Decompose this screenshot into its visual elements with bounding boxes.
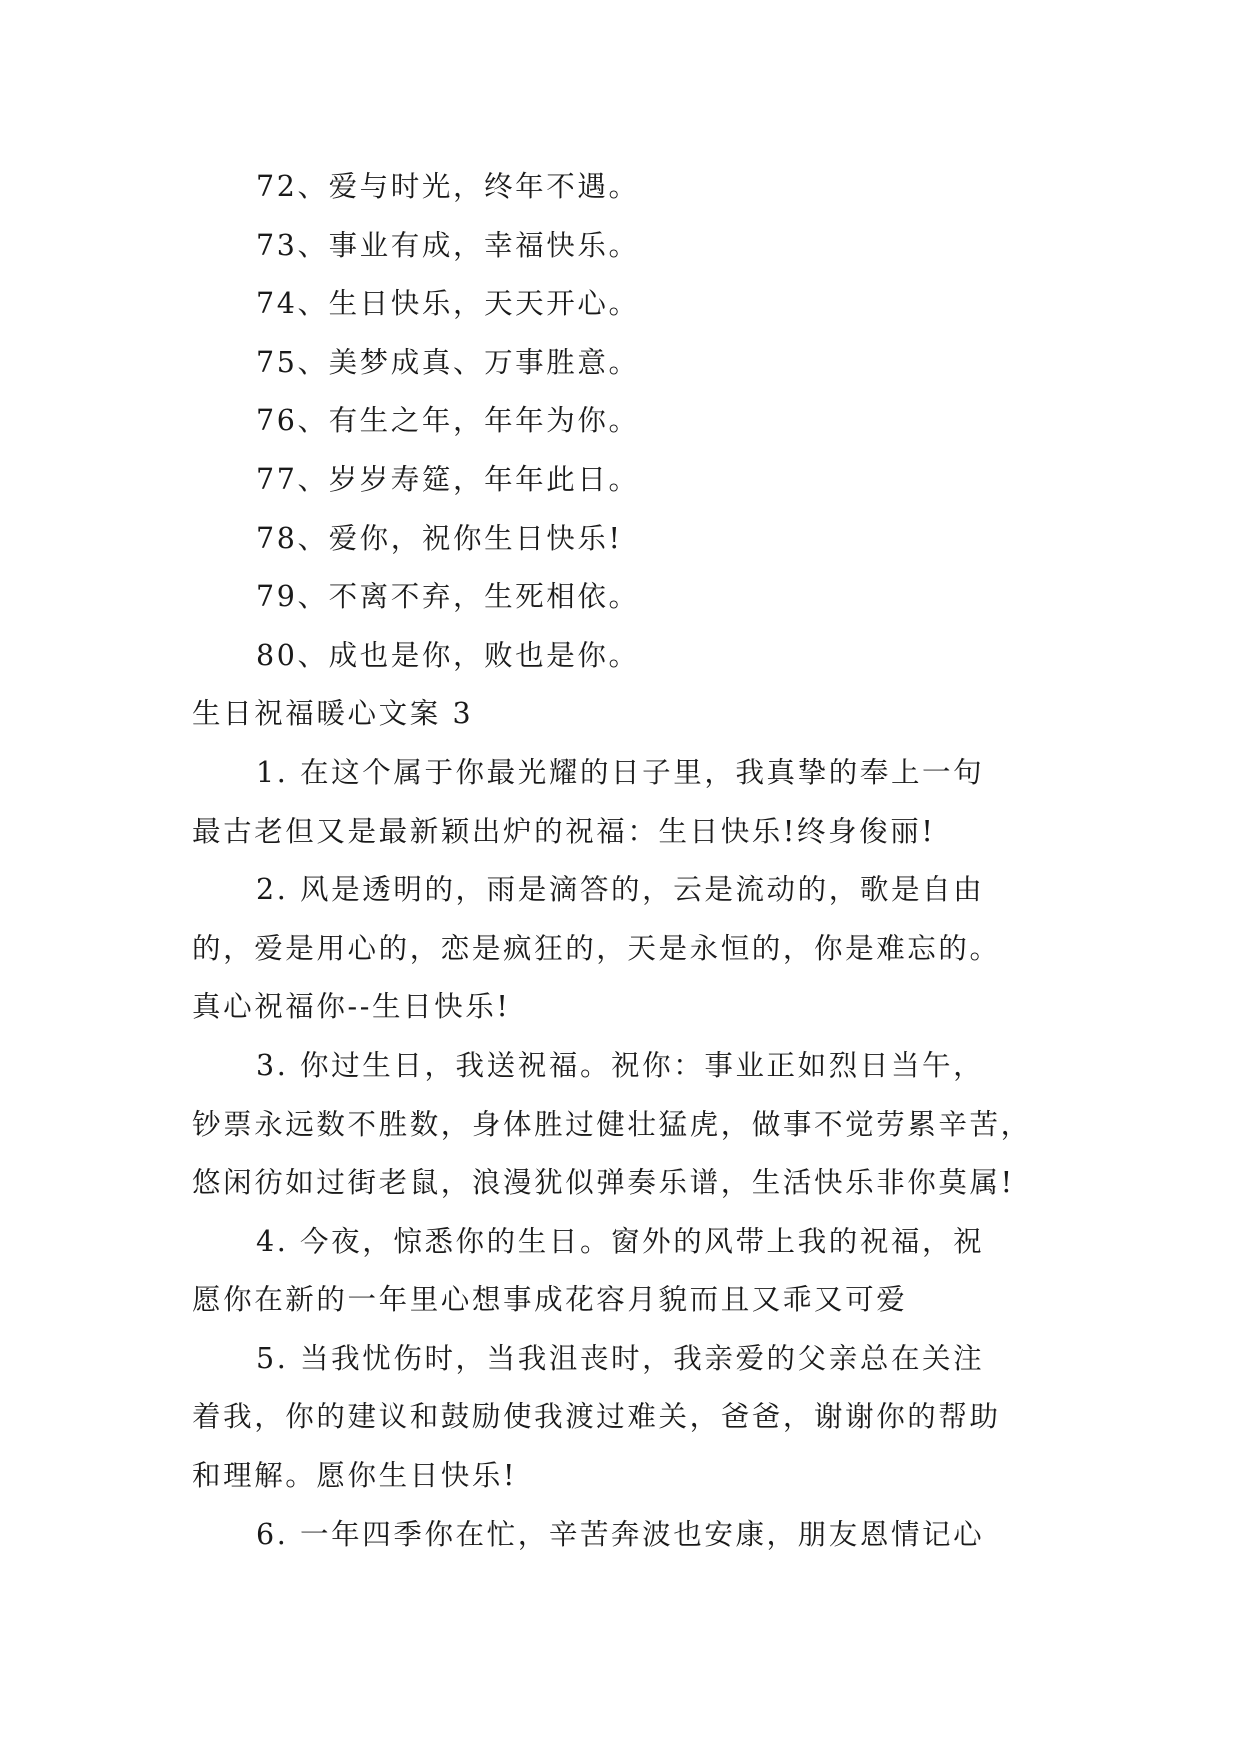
list-item: 75、美梦成真、万事胜意。 (256, 345, 640, 379)
paragraph-line: 5. 当我忧伤时，当我沮丧时，我亲爱的父亲总在关注 (256, 1341, 985, 1375)
list-item: 78、爱你，祝你生日快乐! (256, 521, 623, 555)
section-heading: 生日祝福暖心文案 3 (192, 697, 474, 731)
paragraph (192, 1330, 1052, 1506)
paragraph-line: 真心祝福你--生日快乐! (192, 990, 511, 1024)
paragraph (192, 1506, 1052, 1565)
paragraph-line: 的，爱是用心的，恋是疯狂的，天是永恒的，你是难忘的。 (192, 931, 1001, 965)
paragraph (192, 1213, 1052, 1330)
list-item: 77、岁岁寿筵，年年此日。 (256, 462, 640, 496)
paragraph-line: 3. 你过生日，我送祝福。祝你：事业正如烈日当午， (256, 1048, 985, 1082)
paragraph-line: 1. 在这个属于你最光耀的日子里，我真挚的奉上一句 (256, 755, 985, 789)
paragraph (192, 861, 1052, 1037)
list-item: 72、爱与时光，终年不遇。 (256, 170, 640, 203)
paragraph (192, 744, 1052, 861)
paragraph-line: 6. 一年四季你在忙，辛苦奔波也安康，朋友恩情记心 (256, 1517, 985, 1551)
paragraph-line: 4. 今夜，惊悉你的生日。窗外的风带上我的祝福，祝 (256, 1224, 985, 1258)
paragraph-line: 和理解。愿你生日快乐! (192, 1459, 518, 1493)
list-item: 74、生日快乐，天天开心。 (256, 287, 640, 321)
paragraph-line: 最古老但又是最新颖出炉的祝福：生日快乐!终身俊丽! (192, 814, 936, 848)
paragraph (192, 1037, 1052, 1213)
paragraph-line: 钞票永远数不胜数，身体胜过健壮猛虎，做事不觉劳累辛苦， (192, 1107, 1032, 1141)
document-content (192, 158, 1052, 1564)
paragraph-line: 着我，你的建议和鼓励使我渡过难关，爸爸，谢谢你的帮助 (192, 1400, 1001, 1434)
list-item: 73、事业有成，幸福快乐。 (256, 228, 640, 262)
paragraph-line: 愿你在新的一年里心想事成花容月貌而且又乖又可爱 (192, 1283, 908, 1317)
list-item: 80、成也是你，败也是你。 (256, 638, 640, 672)
list-item: 76、有生之年，年年为你。 (256, 404, 640, 438)
list-item: 79、不离不弃，生死相依。 (256, 580, 640, 614)
paragraph-line: 悠闲彷如过街老鼠，浪漫犹似弹奏乐谱，生活快乐非你莫属! (192, 1166, 1015, 1200)
paragraph-line: 2. 风是透明的，雨是滴答的，云是流动的，歌是自由 (256, 873, 985, 907)
